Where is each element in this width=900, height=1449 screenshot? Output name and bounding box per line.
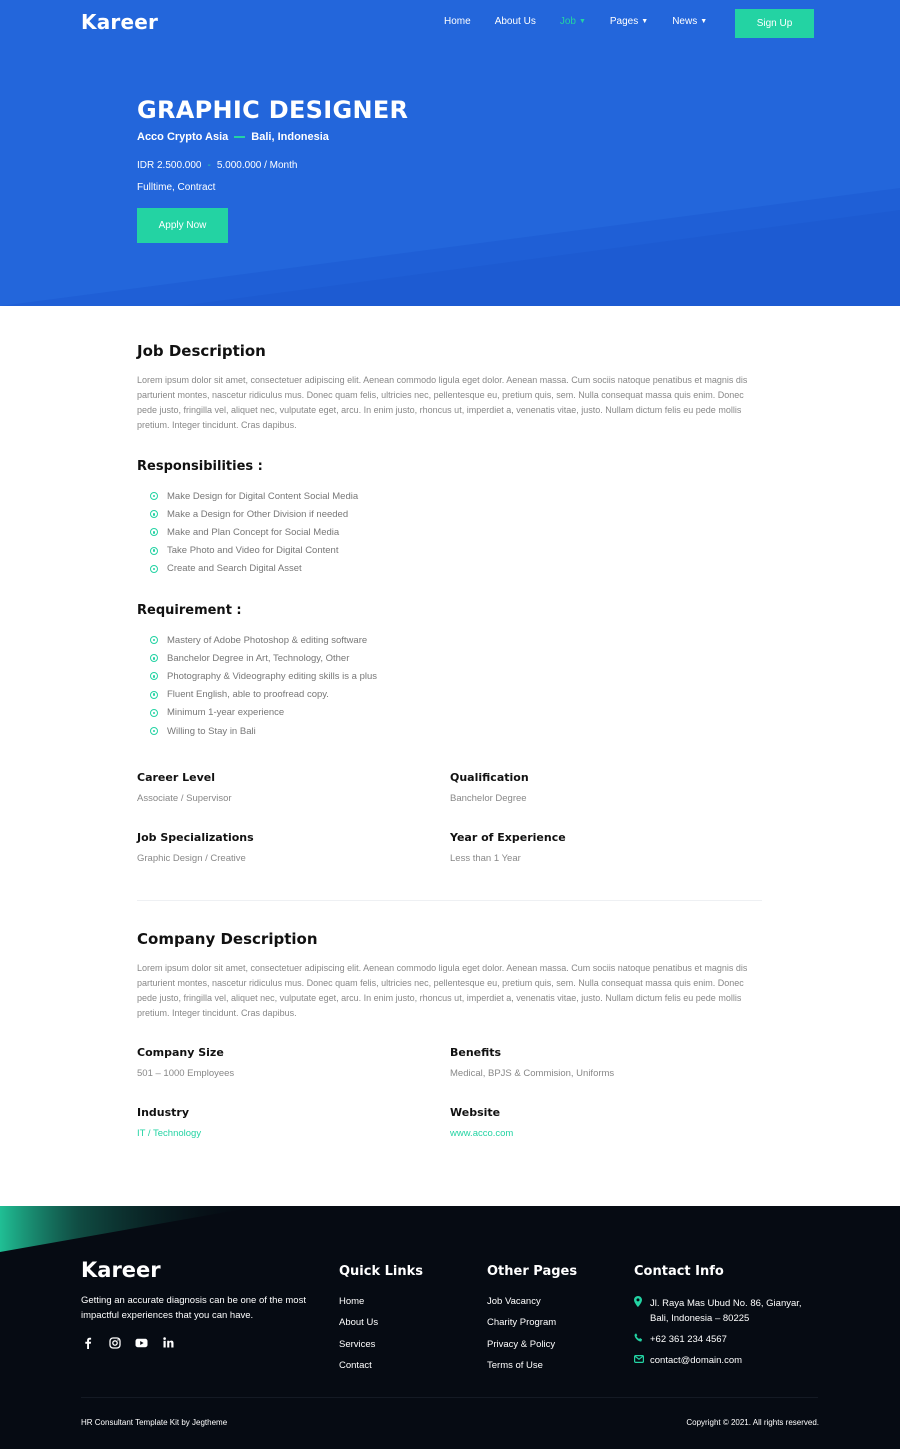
list-item (150, 542, 358, 560)
contact-info-heading: Contact Info (634, 1264, 724, 1279)
website-link[interactable]: www.acco.com (450, 1128, 514, 1139)
list-item (150, 523, 358, 541)
list-item-text: Make and Plan Concept for Social Media (167, 526, 340, 538)
year-of-experience (450, 831, 566, 864)
footer-logo[interactable]: Kareer (81, 1258, 161, 1282)
job-specializations (137, 831, 254, 864)
footer-link-terms[interactable]: Terms of Use (487, 1359, 543, 1371)
detail-label: Year of Experience (450, 831, 566, 844)
detail-label: Job Specializations (137, 831, 254, 844)
list-item (150, 560, 358, 578)
detail-label: Website (450, 1106, 501, 1119)
detail-value: Banchelor Degree (450, 793, 527, 804)
footer-link-privacy[interactable]: Privacy & Policy (487, 1338, 556, 1350)
phone-number[interactable]: +62 361 234 4567 (650, 1334, 727, 1345)
nav-label: Job (559, 16, 576, 27)
footer-link-charity[interactable]: Charity Program (487, 1317, 557, 1329)
check-circle-icon (150, 510, 158, 518)
separator-dash (234, 136, 245, 138)
salary-max: 5.000.000 / Month (216, 160, 298, 171)
detail-label: Qualification (450, 771, 529, 784)
nav-item-pages[interactable] (610, 16, 648, 27)
footer-link-home[interactable]: Home (339, 1296, 365, 1307)
nav-item-job[interactable] (560, 16, 586, 27)
facebook-icon[interactable] (81, 1336, 94, 1349)
list-item (150, 722, 377, 740)
company-location (137, 131, 329, 143)
contact-info (634, 1296, 802, 1374)
contact-address (634, 1296, 802, 1326)
detail-label: Benefits (450, 1046, 502, 1059)
check-circle-icon (150, 528, 158, 536)
company-description-heading: Company Description (137, 930, 318, 948)
list-item-text: Willing to Stay in Bali (167, 725, 256, 737)
detail-value: Graphic Design / Creative (137, 853, 246, 864)
nav-item-news[interactable] (672, 16, 707, 27)
list-item-text: Minimum 1-year experience (167, 707, 285, 719)
footer-link-about[interactable]: About Us (339, 1317, 379, 1329)
check-circle-icon (150, 492, 158, 500)
chevron-down-icon: ▼ (641, 18, 649, 25)
check-circle-icon (150, 654, 158, 662)
list-item (150, 667, 377, 685)
list-item (150, 686, 377, 704)
list-item (150, 704, 377, 722)
detail-value: Medical, BPJS & Commision, Uniforms (450, 1068, 615, 1079)
social-links (81, 1336, 175, 1349)
salary-range (137, 160, 297, 171)
job-location: Bali, Indonesia (251, 131, 329, 143)
requirement-heading: Requirement : (137, 603, 242, 618)
detail-label: Industry (137, 1106, 190, 1119)
list-item (150, 631, 377, 649)
footer-link-job-vacancy[interactable]: Job Vacancy (487, 1296, 541, 1307)
chevron-down-icon: ▼ (700, 18, 708, 25)
detail-value: Less than 1 Year (450, 853, 521, 864)
address-text (650, 1296, 802, 1326)
chevron-down-icon: ▼ (578, 18, 586, 25)
list-item-text: Make a Design for Other Division if needed (167, 508, 349, 520)
address-line: Bali, Indonesia – 80225 (650, 1313, 750, 1324)
address-line: Jl. Raya Mas Ubud No. 86, Gianyar, (650, 1298, 802, 1309)
nav-label: News (672, 16, 698, 27)
check-circle-icon (150, 547, 158, 555)
footer-credit: HR Consultant Template Kit by Jegtheme (81, 1418, 228, 1427)
industry (137, 1106, 201, 1139)
list-item-text: Take Photo and Video for Digital Content (167, 545, 339, 557)
contact-email (634, 1353, 802, 1368)
email-address[interactable]: contact@domain.com (650, 1355, 743, 1366)
detail-label: Company Size (137, 1046, 224, 1059)
list-item-text: Mastery of Adobe Photoshop & editing software (167, 634, 368, 646)
detail-value: Associate / Supervisor (137, 793, 232, 804)
list-item (150, 505, 358, 523)
check-circle-icon (150, 709, 158, 717)
list-item (150, 487, 358, 505)
detail-value: 501 – 1000 Employees (137, 1068, 235, 1079)
job-title: GRAPHIC DESIGNER (137, 96, 409, 124)
quick-links-list (339, 1296, 378, 1381)
sign-up-button[interactable]: Sign Up (735, 9, 814, 38)
list-item-text: Create and Search Digital Asset (167, 563, 302, 575)
job-type: Fulltime, Contract (137, 182, 216, 193)
list-item (150, 649, 377, 667)
main-nav (444, 16, 731, 27)
list-item-text: Fluent English, able to proofread copy. (167, 689, 329, 701)
job-description-heading: Job Description (137, 342, 266, 360)
footer-about-text: Getting an accurate diagnosis can be one of the most impactful experiences that you can have. (81, 1295, 306, 1321)
other-pages-heading: Other Pages (487, 1264, 578, 1279)
linkedin-icon[interactable] (162, 1336, 175, 1349)
list-item-text: Make Design for Digital Content Social Media (167, 490, 359, 502)
website (450, 1106, 513, 1139)
footer-copyright: Copyright © 2021. All rights reserved. (686, 1418, 819, 1427)
check-circle-icon (150, 636, 158, 644)
apply-now-button[interactable]: Apply Now (137, 208, 228, 243)
company-description-text: Lorem ipsum dolor sit amet, consectetuer adipiscing elit. Aenean commodo ligula eget dolor. Aenean massa. Cum sociis natoque penatibus et magnis dis parturient montes, nascetur ridiculus mus. Donec quam felis, ultricies nec, pellentesque eu, pretium quis, sem. Nulla consequat massa quis enim. Donec pede justo, fringilla vel, aliquet nec, vulputate eget, arcu. In enim justo, rhoncus ut, imperdiet a, venenatis vitae, justo. Nullam dictum felis eu pede mollis pretium. Integer tincidunt. Cras dapibus. (137, 963, 748, 1018)
responsibilities-heading: Responsibilities : (137, 459, 263, 474)
benefits (450, 1046, 614, 1079)
nav-label: Pages (609, 16, 639, 27)
list-item-text: Banchelor Degree in Art, Technology, Other (167, 652, 350, 664)
nav-label: Home (444, 16, 471, 27)
qualification (450, 771, 529, 804)
detail-label: Career Level (137, 771, 215, 784)
footer-link-services[interactable]: Services (339, 1338, 376, 1350)
industry-link[interactable]: IT / Technology (137, 1128, 202, 1139)
nav-item-about[interactable] (495, 16, 536, 27)
salary-separator: - (207, 160, 211, 171)
nav-label: About Us (494, 16, 536, 27)
footer-link-contact[interactable]: Contact (339, 1359, 372, 1371)
footer-divider (81, 1397, 818, 1398)
instagram-icon[interactable] (108, 1336, 121, 1349)
contact-phone (634, 1332, 802, 1347)
section-divider (137, 900, 762, 901)
youtube-icon[interactable] (135, 1336, 148, 1349)
hero-background-shape (0, 0, 900, 306)
responsibilities-list (150, 487, 358, 578)
brand-logo[interactable]: Kareer (81, 10, 159, 34)
company-size (137, 1046, 234, 1079)
job-description-text: Lorem ipsum dolor sit amet, consectetuer adipiscing elit. Aenean commodo ligula eget dolor. Aenean massa. Cum sociis natoque penatibus et magnis dis parturient montes, nascetur ridiculus mus. Donec quam felis, ultricies nec, pellentesque eu, pretium quis, sem. Nulla consequat massa quis enim. Donec pede justo, fringilla vel, aliquet nec, vulputate eget, arcu. In enim justo, rhoncus ut, imperdiet a, venenatis vitae, justo. Nullam dictum felis eu pede mollis pretium. Integer tincidunt. Cras dapibus. (137, 375, 748, 430)
hero-section (0, 0, 900, 306)
nav-item-home[interactable] (444, 16, 471, 27)
company-name[interactable]: Acco Crypto Asia (137, 131, 229, 143)
check-circle-icon (150, 727, 158, 735)
career-level (137, 771, 232, 804)
other-pages-list (487, 1296, 556, 1381)
quick-links-heading: Quick Links (339, 1264, 424, 1279)
list-item-text: Photography & Videography editing skills is a plus (167, 670, 378, 682)
footer (0, 1206, 900, 1449)
phone-icon (634, 1332, 643, 1347)
requirements-list (150, 631, 377, 740)
mail-icon (634, 1353, 643, 1368)
map-pin-icon (634, 1296, 643, 1326)
check-circle-icon (150, 565, 158, 573)
check-circle-icon (150, 691, 158, 699)
check-circle-icon (150, 672, 158, 680)
salary-min: IDR 2.500.000 (137, 160, 202, 171)
